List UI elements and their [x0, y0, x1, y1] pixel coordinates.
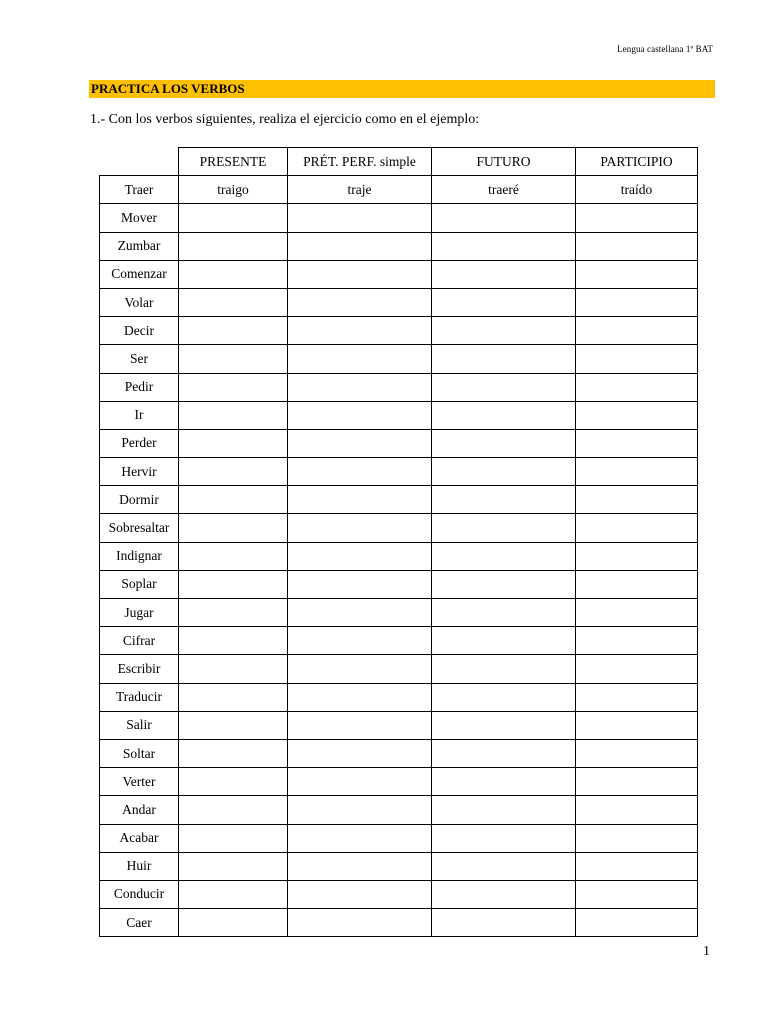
presente-answer-cell[interactable] — [179, 824, 288, 852]
table-row — [100, 852, 698, 880]
verb-cell: Traducir — [100, 683, 179, 711]
participio-answer-cell[interactable] — [576, 627, 698, 655]
pret-answer-cell[interactable] — [288, 486, 432, 514]
participio-answer-cell[interactable] — [576, 852, 698, 880]
verb-cell: Hervir — [100, 458, 179, 486]
futuro-answer-cell[interactable] — [432, 204, 576, 232]
verb-cell: Indignar — [100, 542, 179, 570]
futuro-answer-cell[interactable] — [432, 711, 576, 739]
verb-cell: Zumbar — [100, 232, 179, 260]
pret-answer-cell[interactable] — [288, 768, 432, 796]
table-row — [100, 317, 698, 345]
verb-cell: Andar — [100, 796, 179, 824]
participio-answer-cell[interactable] — [576, 260, 698, 288]
futuro-answer-cell[interactable] — [432, 373, 576, 401]
verb-cell: Sobresaltar — [100, 514, 179, 542]
participio-answer-cell[interactable] — [576, 711, 698, 739]
participio-answer-cell[interactable] — [576, 514, 698, 542]
column-header-participio: PARTICIPIO — [576, 148, 698, 176]
participio-answer-cell[interactable] — [576, 796, 698, 824]
participio-answer-cell[interactable] — [576, 458, 698, 486]
presente-answer-cell[interactable] — [179, 655, 288, 683]
pret-answer-cell[interactable] — [288, 458, 432, 486]
participio-answer-cell[interactable] — [576, 909, 698, 937]
participio-answer-cell[interactable] — [576, 824, 698, 852]
table-row — [100, 880, 698, 908]
participio-answer-cell[interactable] — [576, 288, 698, 316]
futuro-answer-cell[interactable] — [432, 739, 576, 767]
futuro-answer-cell[interactable] — [432, 599, 576, 627]
futuro-answer-cell[interactable] — [432, 514, 576, 542]
participio-answer-cell[interactable] — [576, 204, 698, 232]
pret-answer-cell[interactable] — [288, 232, 432, 260]
presente-answer-cell[interactable] — [179, 852, 288, 880]
verb-cell: Comenzar — [100, 260, 179, 288]
pret-answer-cell[interactable] — [288, 373, 432, 401]
verb-cell: Ir — [100, 401, 179, 429]
presente-answer-cell[interactable] — [179, 317, 288, 345]
presente-answer-cell[interactable] — [179, 739, 288, 767]
pret-answer-cell[interactable] — [288, 204, 432, 232]
verb-cell: Dormir — [100, 486, 179, 514]
presente-answer-cell[interactable] — [179, 909, 288, 937]
participio-answer-cell[interactable] — [576, 768, 698, 796]
futuro-answer-cell[interactable] — [432, 824, 576, 852]
table-row — [100, 683, 698, 711]
participio-answer-cell[interactable] — [576, 880, 698, 908]
example-row — [100, 176, 698, 204]
pret-answer-cell[interactable] — [288, 401, 432, 429]
presente-answer-cell[interactable] — [179, 796, 288, 824]
verb-cell: Perder — [100, 429, 179, 457]
exercise-instruction: 1.- Con los verbos siguientes, realiza el ejercicio como en el ejemplo: — [90, 112, 480, 127]
corner-cell — [100, 148, 179, 176]
table-row — [100, 739, 698, 767]
presente-answer-cell[interactable] — [179, 260, 288, 288]
participio-answer-cell[interactable] — [576, 317, 698, 345]
participio-answer-cell[interactable] — [576, 739, 698, 767]
presente-answer-cell[interactable] — [179, 711, 288, 739]
section-title: PRACTICA LOS VERBOS — [89, 80, 715, 98]
table-row — [100, 711, 698, 739]
verb-cell: Conducir — [100, 880, 179, 908]
presente-answer-cell[interactable] — [179, 288, 288, 316]
futuro-answer-cell[interactable] — [432, 627, 576, 655]
verb-cell: Soplar — [100, 570, 179, 598]
futuro-answer-cell[interactable] — [432, 570, 576, 598]
table-row — [100, 655, 698, 683]
pret-answer-cell[interactable] — [288, 711, 432, 739]
pret-answer-cell[interactable] — [288, 655, 432, 683]
pret-answer-cell[interactable] — [288, 909, 432, 937]
table-row — [100, 486, 698, 514]
column-header-futuro: FUTURO — [432, 148, 576, 176]
pret-answer-cell[interactable] — [288, 542, 432, 570]
verb-cell: Pedir — [100, 373, 179, 401]
table-row — [100, 768, 698, 796]
column-header-presente: PRESENTE — [179, 148, 288, 176]
futuro-answer-cell[interactable] — [432, 768, 576, 796]
verb-cell: Jugar — [100, 599, 179, 627]
table-row — [100, 514, 698, 542]
futuro-answer-cell[interactable] — [432, 486, 576, 514]
futuro-answer-cell[interactable] — [432, 458, 576, 486]
pret-answer-cell[interactable] — [288, 683, 432, 711]
futuro-answer-cell[interactable] — [432, 232, 576, 260]
table-row — [100, 824, 698, 852]
table-row — [100, 570, 698, 598]
futuro-answer-cell[interactable] — [432, 260, 576, 288]
verb-cell: Soltar — [100, 739, 179, 767]
table-row — [100, 232, 698, 260]
pret-answer-cell[interactable] — [288, 796, 432, 824]
futuro-answer-cell[interactable] — [432, 852, 576, 880]
header-course: Lengua castellana 1º BAT — [617, 44, 713, 54]
presente-answer-cell[interactable] — [179, 401, 288, 429]
verb-table — [99, 147, 698, 937]
participio-answer-cell[interactable] — [576, 486, 698, 514]
pret-answer-cell[interactable] — [288, 345, 432, 373]
table-row — [100, 796, 698, 824]
participio-cell: traído — [576, 176, 698, 204]
presente-cell: traigo — [179, 176, 288, 204]
participio-answer-cell[interactable] — [576, 655, 698, 683]
participio-answer-cell[interactable] — [576, 429, 698, 457]
verb-cell: Escribir — [100, 655, 179, 683]
verb-cell: Huir — [100, 852, 179, 880]
table-row — [100, 345, 698, 373]
page-number: 1 — [703, 944, 710, 959]
table-row — [100, 542, 698, 570]
pret-answer-cell[interactable] — [288, 739, 432, 767]
table-row — [100, 909, 698, 937]
futuro-answer-cell[interactable] — [432, 345, 576, 373]
futuro-answer-cell[interactable] — [432, 288, 576, 316]
pret-answer-cell[interactable] — [288, 429, 432, 457]
table-row — [100, 627, 698, 655]
pret-answer-cell[interactable] — [288, 570, 432, 598]
table-row — [100, 288, 698, 316]
table-row — [100, 599, 698, 627]
presente-answer-cell[interactable] — [179, 542, 288, 570]
pret-cell: traje — [288, 176, 432, 204]
verb-cell: Mover — [100, 204, 179, 232]
presente-answer-cell[interactable] — [179, 204, 288, 232]
column-header-pret-perf: PRÉT. PERF. simple — [288, 148, 432, 176]
pret-answer-cell[interactable] — [288, 288, 432, 316]
participio-answer-cell[interactable] — [576, 232, 698, 260]
pret-answer-cell[interactable] — [288, 852, 432, 880]
presente-answer-cell[interactable] — [179, 486, 288, 514]
futuro-answer-cell[interactable] — [432, 655, 576, 683]
verb-cell: Caer — [100, 909, 179, 937]
presente-answer-cell[interactable] — [179, 683, 288, 711]
participio-answer-cell[interactable] — [576, 599, 698, 627]
futuro-answer-cell[interactable] — [432, 401, 576, 429]
verb-cell: Acabar — [100, 824, 179, 852]
pret-answer-cell[interactable] — [288, 599, 432, 627]
verb-cell: Verter — [100, 768, 179, 796]
table-row — [100, 429, 698, 457]
verb-cell: Decir — [100, 317, 179, 345]
participio-answer-cell[interactable] — [576, 373, 698, 401]
presente-answer-cell[interactable] — [179, 627, 288, 655]
futuro-answer-cell[interactable] — [432, 317, 576, 345]
presente-answer-cell[interactable] — [179, 232, 288, 260]
pret-answer-cell[interactable] — [288, 317, 432, 345]
futuro-answer-cell[interactable] — [432, 796, 576, 824]
participio-answer-cell[interactable] — [576, 683, 698, 711]
futuro-answer-cell[interactable] — [432, 909, 576, 937]
presente-answer-cell[interactable] — [179, 880, 288, 908]
futuro-cell: traeré — [432, 176, 576, 204]
pret-answer-cell[interactable] — [288, 824, 432, 852]
presente-answer-cell[interactable] — [179, 599, 288, 627]
futuro-answer-cell[interactable] — [432, 429, 576, 457]
pret-answer-cell[interactable] — [288, 880, 432, 908]
verb-cell: Traer — [100, 176, 179, 204]
table-row — [100, 260, 698, 288]
presente-answer-cell[interactable] — [179, 373, 288, 401]
participio-answer-cell[interactable] — [576, 345, 698, 373]
participio-answer-cell[interactable] — [576, 542, 698, 570]
verb-cell: Cifrar — [100, 627, 179, 655]
table-row — [100, 401, 698, 429]
table-row — [100, 204, 698, 232]
verb-cell: Salir — [100, 711, 179, 739]
verb-cell: Ser — [100, 345, 179, 373]
presente-answer-cell[interactable] — [179, 458, 288, 486]
presente-answer-cell[interactable] — [179, 429, 288, 457]
pret-answer-cell[interactable] — [288, 514, 432, 542]
participio-answer-cell[interactable] — [576, 401, 698, 429]
pret-answer-cell[interactable] — [288, 627, 432, 655]
pret-answer-cell[interactable] — [288, 260, 432, 288]
table-row — [100, 373, 698, 401]
presente-answer-cell[interactable] — [179, 768, 288, 796]
participio-answer-cell[interactable] — [576, 570, 698, 598]
presente-answer-cell[interactable] — [179, 514, 288, 542]
verb-cell: Volar — [100, 288, 179, 316]
table-row — [100, 458, 698, 486]
table-header-row — [100, 148, 698, 176]
presente-answer-cell[interactable] — [179, 345, 288, 373]
presente-answer-cell[interactable] — [179, 570, 288, 598]
futuro-answer-cell[interactable] — [432, 880, 576, 908]
futuro-answer-cell[interactable] — [432, 542, 576, 570]
futuro-answer-cell[interactable] — [432, 683, 576, 711]
